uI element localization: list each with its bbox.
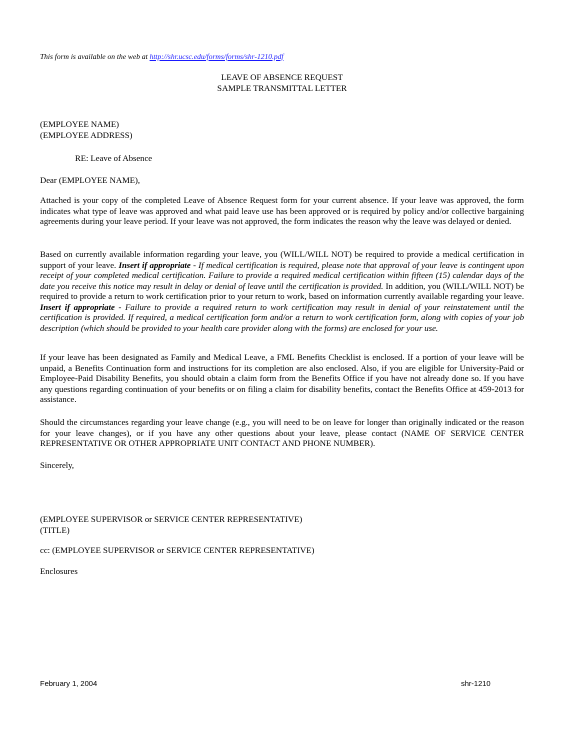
web-availability-note [40,52,283,61]
employee-name: (EMPLOYEE NAME) [40,119,120,129]
footer-date: February 1, 2004 [40,679,98,688]
salutation: Dear (EMPLOYEE NAME), [40,175,140,185]
para2-insert-label-1: Insert if appropriate [118,259,191,270]
form-url-link[interactable]: http://shr.ucsc.edu/forms/forms/shr-1210.pdf [149,52,284,61]
document-title [0,72,564,93]
para2-italic-1: - If medical certification is required, please note that approval of your leave is contingent upon receipt of your completed medical certification. Failure to provide a required medical certification within fifteen (15) calendar days of the date you receive this notice may result in delay or denial of leave until the certification is provided. [40,259,525,291]
footer-form-number: shr-1210 [461,679,491,688]
paragraph-fml-benefits: If your leave has been designated as Family and Medical Leave, a FML Benefits Checklist is enclosed. If a portion of your leave will be unpaid, a Benefits Continuation form and instructions for its completion are also enclosed. Also, if you are eligible for University-Paid or Employee-Paid Disability Benefits, you should obtain a claim form from the Benefits Office if you have not already done so. If you have any questions regarding continuation of your benefits or on filing a claim for disability benefits, contact the Benefits Office at 459-2013 for assistance. [40,352,524,404]
signature-title: (TITLE) [40,524,70,535]
paragraph-circumstances-change: Should the circumstances regarding your leave change (e.g., you will need to be on leave for longer than originally indicated or the reason for your leave changes), or if you have any other questions about your leave, please contact (NAME OF SERVICE CENTER REPRESENTATIVE OR OTHER APPROPRIATE UNIT CONTACT AND PHONE NUMBER). [40,417,524,448]
para2-text-2: In addition, you (WILL/WILL NOT) be required to provide a return to work certification prior to your return to work, based on information currently available regarding your leave. [40,280,525,301]
para2-italic-2: - Failure to provide a required return to work certification may result in denial of your reinstatement until the certification is provided. If required, a medical certification form and/or a return to work certification form, along with copies of your job description (which should be provided to your health care provider along with the forms) are enclosed for your use. [40,301,524,333]
closing: Sincerely, [40,460,75,470]
title-line-2: SAMPLE TRANSMITTAL LETTER [217,82,347,93]
re-line: RE: Leave of Absence [75,153,153,163]
employee-address: (EMPLOYEE ADDRESS) [40,129,133,140]
web-note-prefix: This form is available on the web at [40,52,150,61]
employee-address-block [40,119,132,140]
enclosures-line: Enclosures [40,566,78,576]
paragraph-attached-form: Attached is your copy of the completed Leave of Absence Request form for your current absence. If your leave was approved, the form indicates what type of leave was approved and what paid leave use has been approved or is required by policy and/or collective bargaining agreements during your leave period. If your leave was not approved, the form indicates the reason why the leave was delayed or denied. [40,195,524,226]
para2-insert-label-2: Insert if appropriate [40,301,115,312]
paragraph-medical-certification [40,249,524,333]
signature-block [40,514,302,535]
cc-line: cc: (EMPLOYEE SUPERVISOR or SERVICE CENTER REPRESENTATIVE) [40,545,315,555]
para2-text-1: Based on currently available information regarding your leave, you (WILL/WILL NOT) be required to provide a medical certification in support of your leave. [40,249,524,270]
signature-name: (EMPLOYEE SUPERVISOR or SERVICE CENTER REPRESENTATIVE) [40,514,303,524]
title-line-1: LEAVE OF ABSENCE REQUEST [221,72,343,82]
